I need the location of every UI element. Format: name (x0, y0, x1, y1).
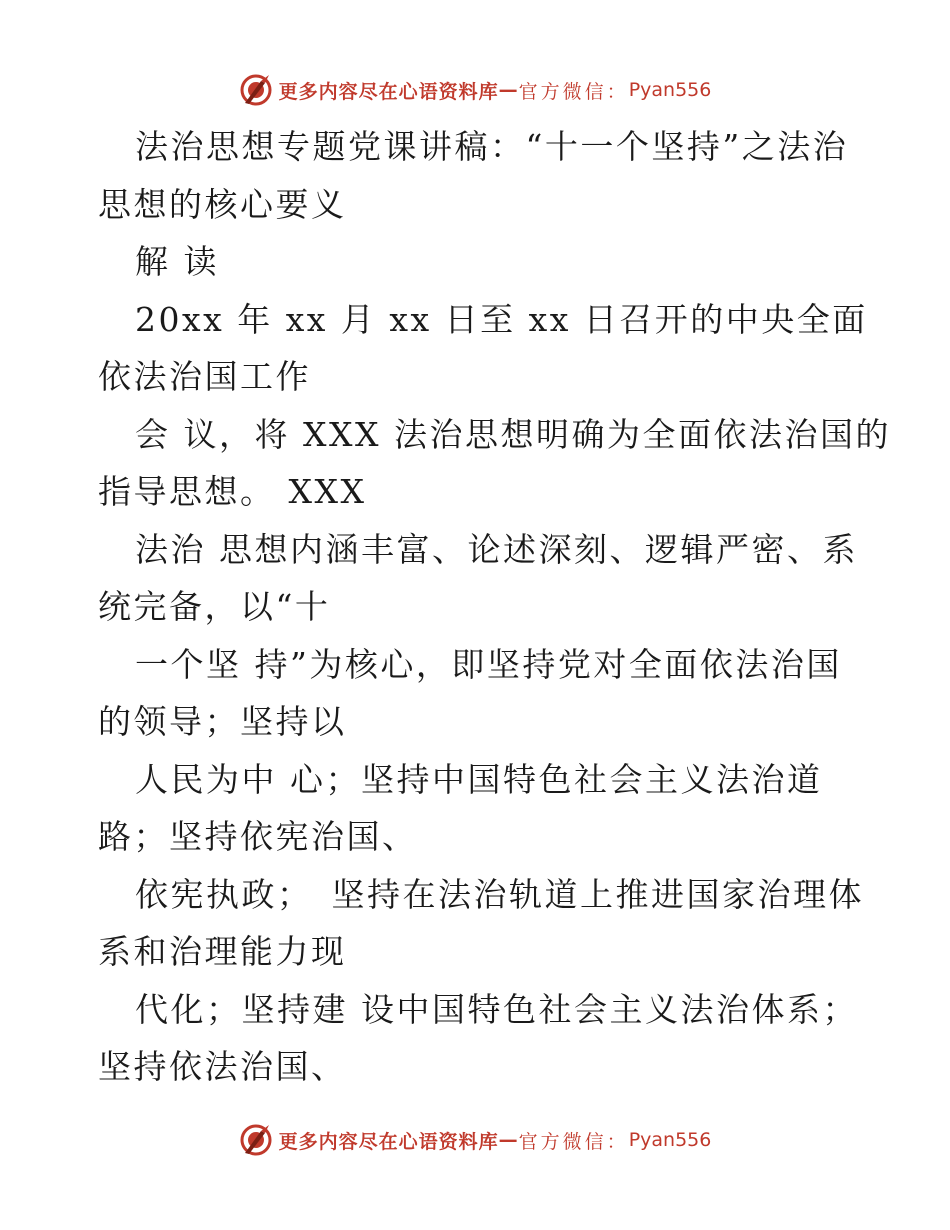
document-line: 坚持依法治国、 (98, 1047, 347, 1086)
document-line: 统完备，以“十 (98, 587, 331, 626)
banner-wechat-id: Pyan556 (628, 79, 712, 101)
banner-slogan: 更多内容尽在心语资料库 (278, 1130, 499, 1153)
document-line: 解 读 (135, 242, 219, 281)
banner-wechat-label: 官方微信： (518, 80, 629, 103)
document-line: 的领导；坚持以 (98, 702, 347, 741)
document-line: 依宪执政； 坚持在法治轨道上推进国家治理体 (135, 874, 864, 914)
quill-pen-logo-icon (239, 1123, 273, 1157)
document-body (98, 118, 891, 1096)
document-line: 一个坚 持”为核心，即坚持党对全面依法治国 (135, 644, 842, 684)
document-line: 路；坚持依宪治国、 (98, 817, 418, 856)
footer-banner (0, 1120, 950, 1160)
document-line: 指导思想。 XXX (98, 472, 367, 511)
document-line: 代化；坚持建 设中国特色社会主义法治体系； (135, 989, 858, 1029)
document-line: 法治 思想内涵丰富、论述深刻、逻辑严密、系 (135, 529, 858, 569)
document-line: 人民为中 心；坚持中国特色社会主义法治道 (135, 759, 823, 799)
banner-separator: — (498, 1129, 519, 1151)
document-line: 法治思想专题党课讲稿：“十一个坚持”之法治 (135, 127, 849, 166)
banner-wechat-id: Pyan556 (628, 1129, 712, 1151)
banner-separator: — (498, 79, 519, 101)
document-line: 会 议，将 XXX 法治思想明确为全面依法治国的 (135, 414, 891, 454)
quill-pen-logo-icon (239, 73, 273, 107)
document-line: 思想的核心要义 (98, 184, 347, 224)
header-banner (0, 70, 950, 110)
document-line: 系和治理能力现 (98, 932, 347, 971)
document-line: 依法治国工作 (98, 357, 311, 396)
banner-slogan: 更多内容尽在心语资料库 (278, 80, 499, 103)
document-line: 20xx 年 xx 月 xx 日至 xx 日召开的中央全面 (135, 299, 868, 339)
banner-wechat-label: 官方微信： (518, 1130, 629, 1153)
